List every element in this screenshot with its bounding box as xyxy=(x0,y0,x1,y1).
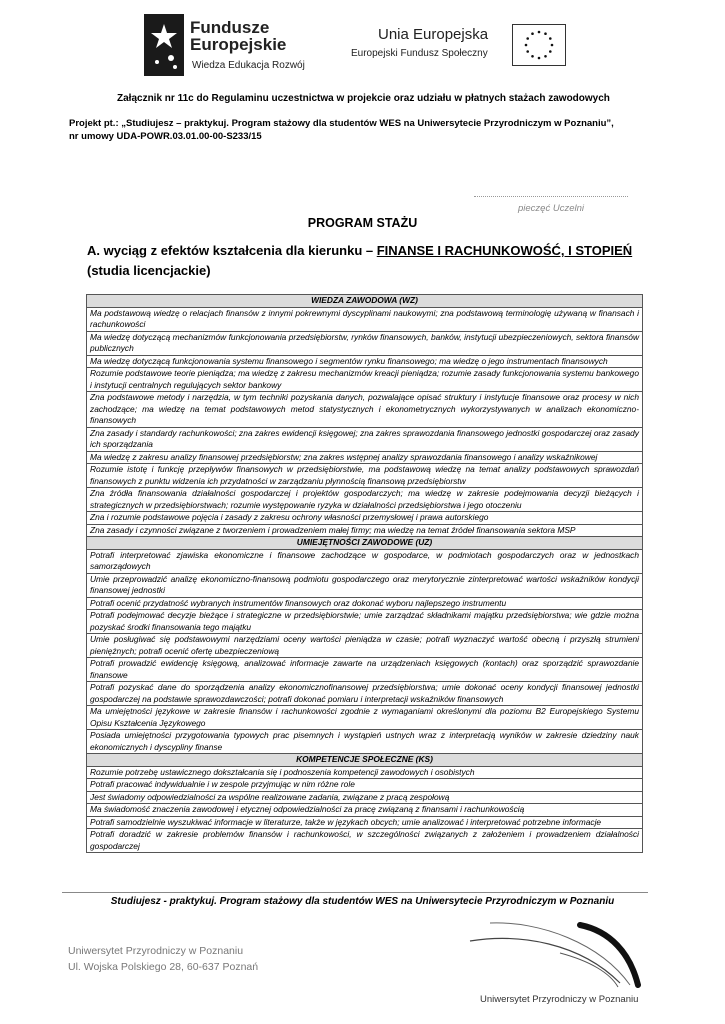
university-logo-name: Uniwersytet Przyrodniczy w Poznaniu xyxy=(480,994,639,1005)
table-row xyxy=(87,573,643,597)
table-row xyxy=(87,355,643,368)
section-a-suffix: (studia licencjackie) xyxy=(87,263,211,278)
contract-number: nr umowy UDA-POWR.03.01.00-00-S233/15 xyxy=(69,131,262,142)
table-row xyxy=(87,610,643,634)
fe-logo-subtitle: Wiedza Edukacja Rozwój xyxy=(192,60,305,71)
section-a-heading xyxy=(87,241,647,281)
outcome-cell: Potrafi pozyskać dane do sporządzenia analizy ekonomicznofinansowej przedsiębiorstwa; umie dokonać oceny kondycji finansowej jednostki gospodarczej na podstawie sprawozdawczości; potrafi dokonać pomiaru i interpretacji wskaźników finansowych xyxy=(87,682,643,706)
outcome-cell: Umie przeprowadzić analizę ekonomiczno-finansową podmiotu gospodarczego oraz merytorycznie zinterpretować wartości wskaźników kondycji finansowej jednostki xyxy=(87,573,643,597)
university-swoosh-logo-icon xyxy=(460,913,650,993)
table-row xyxy=(87,634,643,658)
outcome-cell: Posiada umiejętności przygotowania typowych prac pisemnych i wystąpień ustnych wraz z interpretacją wyników w zakresie dziedziny nauk ekonomicznych i dyscypliny finanse xyxy=(87,730,643,754)
outcome-cell: Potrafi samodzielnie wyszukiwać informacje w literaturze, także w językach obcych; umie analizować i interpretować potrzebne informacje xyxy=(87,816,643,829)
table-row xyxy=(87,368,643,392)
outcome-cell: Potrafi pracować indywidualnie i w zespole przyjmując w nim różne role xyxy=(87,779,643,792)
section-a-field: FINANSE I RACHUNKOWOŚĆ, I STOPIEŃ xyxy=(376,243,633,258)
table-row xyxy=(87,658,643,682)
outcome-cell: Ma wiedzę z zakresu analizy finansowej przedsiębiorstw; zna zakres wstępnej analizy sprawozdania finansowego i analizy wskaźnikowej xyxy=(87,451,643,464)
fe-logo-title: Fundusze Europejskie xyxy=(190,18,287,54)
project-title: Projekt pt.: „Studiujesz – praktykuj. Program stażowy dla studentów WES na Uniwersytecie Przyrodniczym w Poznaniu”, xyxy=(69,118,614,129)
outcome-cell: Potrafi podejmować decyzje bieżące i strategiczne w przedsiębiorstwie; umie zarządzać składnikami majątku przedsiębiorstwa; wie gdzie można pozyskać środki finansowania tego majątku xyxy=(87,610,643,634)
eu-name: Unia Europejska xyxy=(378,26,489,43)
program-title: PROGRAM STAŻU xyxy=(307,216,418,230)
outcome-cell: Ma umiejętności językowe w zakresie finansów i rachunkowości zgodnie z wymaganiami określonymi dla poziomu B2 Europejskiego Systemu Opisu Kształcenia Językowego xyxy=(87,706,643,730)
table-row xyxy=(87,816,643,829)
outcome-cell: Rozumie podstawowe teorie pieniądza; ma wiedzę z zakresu mechanizmów kreacji pieniądza; rozumie zasady funkcjonowania systemu bankowego i instytucji centralnych regulujących sektor bankowy xyxy=(87,368,643,392)
outcome-cell: Zna podstawowe metody i narzędzia, w tym techniki pozyskania danych, pozwalające opisać struktury i instytucje finansowe oraz procesy w nich zachodzące; ma wiedzę na temat podstawowych metod statystycznych i ekonometrycznych wykorzystywanych w analizach ekonomiczno- finansowych xyxy=(87,392,643,428)
table-row xyxy=(87,549,643,573)
table-row xyxy=(87,488,643,512)
outcome-cell: Potrafi doradzić w zakresie problemów finansów i rachunkowości, w szczególności związanych z założeniem i prowadzeniem działalności gospodarczej xyxy=(87,829,643,853)
outcome-cell: Potrafi interpretować zjawiska ekonomiczne i finansowe zachodzące w gospodarce, w podmiotach gospodarczych oraz w jednostkach samorządowych xyxy=(87,549,643,573)
section-a-prefix: A. wyciąg z efektów kształcenia dla kierunku – xyxy=(87,243,377,258)
fe-star-mark-icon xyxy=(144,14,184,76)
stamp-dotted-line xyxy=(474,196,628,197)
outcome-cell: Rozumie potrzebę ustawicznego dokształcania się i podnoszenia kompetencji zawodowych i osobistych xyxy=(87,766,643,779)
table-section-header: UMIEJĘTNOŚCI ZAWODOWE (UZ) xyxy=(87,537,643,550)
table-row xyxy=(87,307,643,331)
outcome-cell: Potrafi ocenić przydatność wybranych instrumentów finansowych oraz dokonać wyboru najlepszego instrumentu xyxy=(87,597,643,610)
outcome-cell: Ma wiedzę dotyczącą funkcjonowania systemu finansowego i segmentów rynku finansowego; ma wiedzę o jego instrumentach finansowych xyxy=(87,355,643,368)
eu-fund-name: Europejski Fundusz Społeczny xyxy=(351,48,488,59)
table-row xyxy=(87,766,643,779)
footer-divider xyxy=(62,892,648,893)
outcome-cell: Jest świadomy odpowiedzialności za wspólne realizowane zadania, związane z pracą zespołową xyxy=(87,791,643,804)
table-row xyxy=(87,597,643,610)
outcome-cell: Zna i rozumie podstawowe pojęcia i zasady z zakresu ochrony własności przemysłowej i prawa autorskiego xyxy=(87,512,643,525)
footer-tagline: Studiujesz - praktykuj. Program stażowy dla studentów WES na Uniwersytecie Przyrodniczym w Poznaniu xyxy=(110,896,615,907)
outcome-cell: Ma wiedzę dotyczącą mechanizmów funkcjonowania przedsiębiorstw, rynków finansowych, banków, instytucji ubezpieczeniowych, sektora finansów publicznych xyxy=(87,331,643,355)
table-row xyxy=(87,451,643,464)
table-row xyxy=(87,512,643,525)
table-section-header: WIEDZA ZAWODOWA (WZ) xyxy=(87,295,643,308)
outcome-cell: Zna zasady i standardy rachunkowości; zna zakres ewidencji księgowej; zna zakres sprawozdania finansowego jednostki gospodarczej oraz zasady ich sporządzania xyxy=(87,427,643,451)
table-row xyxy=(87,791,643,804)
outcome-cell: Rozumie istotę i funkcję przepływów finansowych w przedsiębiorstwie, ma podstawową wiedzę na temat analizy podstawowych sprawozdań finansowych z punktu widzenia ich przydatności w zarządzaniu płynnością finansową przedsiębiorstw xyxy=(87,464,643,488)
table-row xyxy=(87,779,643,792)
table-row xyxy=(87,682,643,706)
table-section-header: KOMPETENCJE SPOŁECZNE (KS) xyxy=(87,754,643,767)
table-row xyxy=(87,464,643,488)
outcome-cell: Zna zasady i czynności związane z tworzeniem i prowadzeniem małej firmy; ma wiedzę na temat źródeł finansowania sektora MSP xyxy=(87,524,643,537)
outcome-cell: Zna źródła finansowania działalności gospodarczej i projektów gospodarczych; ma wiedzę w zakresie podejmowania decyzji bieżących i strategicznych w przedsiębiorstwach; rozumie występowanie ryzyka w działalności przedsiębiorstwa i jego otoczeniu xyxy=(87,488,643,512)
table-row xyxy=(87,427,643,451)
eu-flag-icon xyxy=(512,24,566,66)
table-row xyxy=(87,392,643,428)
table-section-header-row xyxy=(87,295,643,308)
address-line-1: Uniwersytet Przyrodniczy w Poznaniu xyxy=(68,945,244,957)
table-row xyxy=(87,706,643,730)
outcome-cell: Ma świadomość znaczenia zawodowej i etycznej odpowiedzialności za pracę związaną z finansami i rachunkowością xyxy=(87,804,643,817)
outcome-cell: Ma podstawową wiedzę o relacjach finansów z innymi pokrewnymi dyscyplinami naukowymi; zna podstawową terminologię używaną w finansach i rachunkowości xyxy=(87,307,643,331)
table-section-header-row xyxy=(87,537,643,550)
stamp-label: pieczęć Uczelni xyxy=(518,203,584,214)
outcome-cell: Potrafi prowadzić ewidencję księgową, analizować informacje zawarte na urządzeniach księgowych (kontach) oraz sporządzić sprawozdanie finansowe xyxy=(87,658,643,682)
table-row xyxy=(87,730,643,754)
outcome-cell: Umie posługiwać się podstawowymi narzędziami oceny wartości pieniądza w czasie; potrafi wyznaczyć wartość obecną i przyszłą strumieni pieniężnych; potrafi ocenić ofertę ubezpieczeniową xyxy=(87,634,643,658)
table-section-header-row xyxy=(87,754,643,767)
table-row xyxy=(87,331,643,355)
learning-outcomes-table xyxy=(86,294,643,853)
table-row xyxy=(87,804,643,817)
address-line-2: Ul. Wojska Polskiego 28, 60-637 Poznań xyxy=(68,961,259,973)
fundusze-europejskie-logo xyxy=(144,14,324,76)
table-row xyxy=(87,524,643,537)
annex-title: Załącznik nr 11c do Regulaminu uczestnictwa w projekcie oraz udziału w płatnych stażach zawodowych xyxy=(117,93,610,104)
table-row xyxy=(87,829,643,853)
